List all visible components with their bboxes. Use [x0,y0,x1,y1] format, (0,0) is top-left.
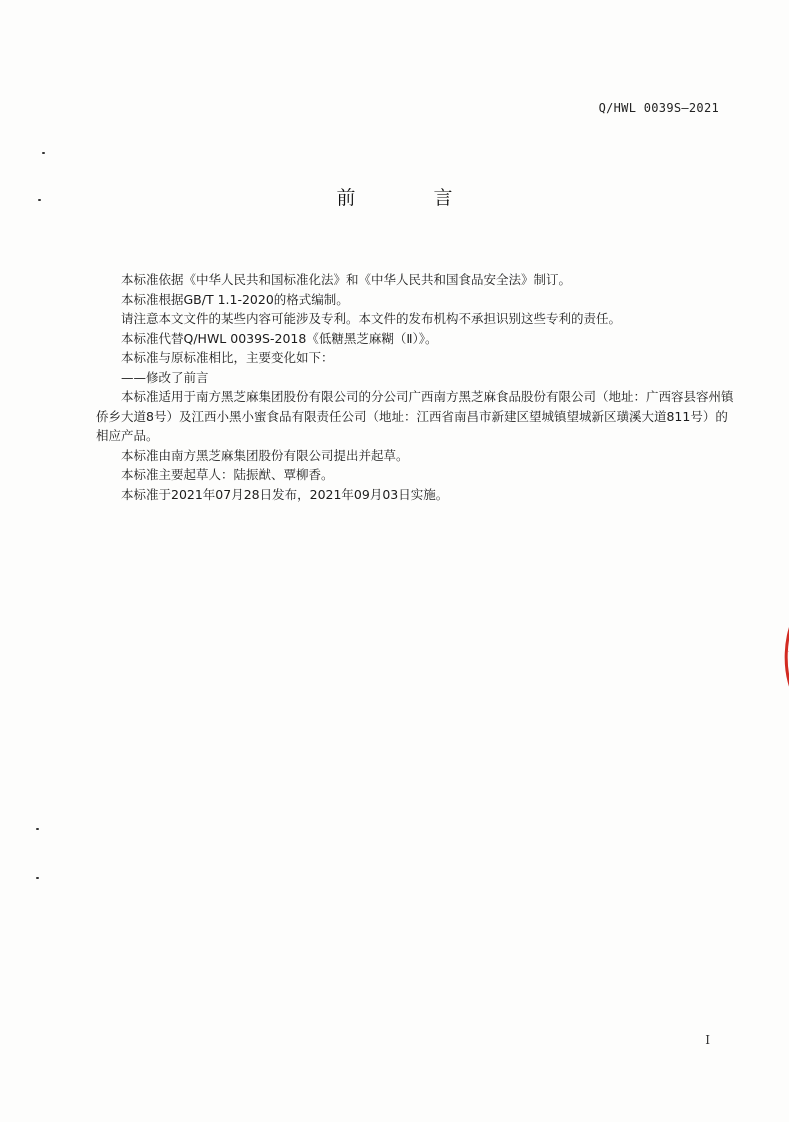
paragraph-drafters: 本标准主要起草人：陆振猷、覃柳香。 [121,467,334,482]
paragraph-proposer: 本标准由南方黑芝麻集团股份有限公司提出并起草。 [121,447,409,463]
paragraph-dates: 本标准于2021年07月28日发布，2021年09月03日实施。 [121,486,449,502]
scan-speck [38,199,41,201]
page-title: 前 言 [336,187,489,209]
red-seal-edge-icon [773,600,789,710]
paragraph-changes-intro: 本标准与原标准相比，主要变化如下： [121,350,334,365]
standard-code: Q/HWL 0039S—2021 [598,101,719,115]
paragraph-replaces: 本标准代替Q/HWL 0039S-2018《低糖黑芝麻糊（Ⅱ）》。 [121,330,438,346]
paragraph-patent-notice: 请注意本文文件的某些内容可能涉及专利。本文件的发布机构不承担识别这些专利的责任。 [121,311,622,326]
paragraph-scope: 本标准适用于南方黑芝麻集团股份有限公司的分公司广西南方黑芝麻食品股份有限公司（地址：广西容县容州镇侨乡大道8号）及江西小黑小蜜食品有限责任公司（地址：江西省南昌市新建区望城镇望城新区璜溪大道811号）的相应产品。 [96,389,734,443]
scan-speck [36,877,39,879]
paragraph-format: 本标准根据GB/T 1.1-2020的格式编制。 [121,291,349,307]
paragraph-change-item: ——修改了前言 [121,369,209,385]
scan-speck [36,828,39,830]
scan-speck [42,152,45,154]
page-number: I [705,1033,710,1047]
foreword-body [96,270,738,504]
paragraph-legal-basis: 本标准依据《中华人民共和国标准化法》和《中华人民共和国食品安全法》制订。 [121,272,572,287]
